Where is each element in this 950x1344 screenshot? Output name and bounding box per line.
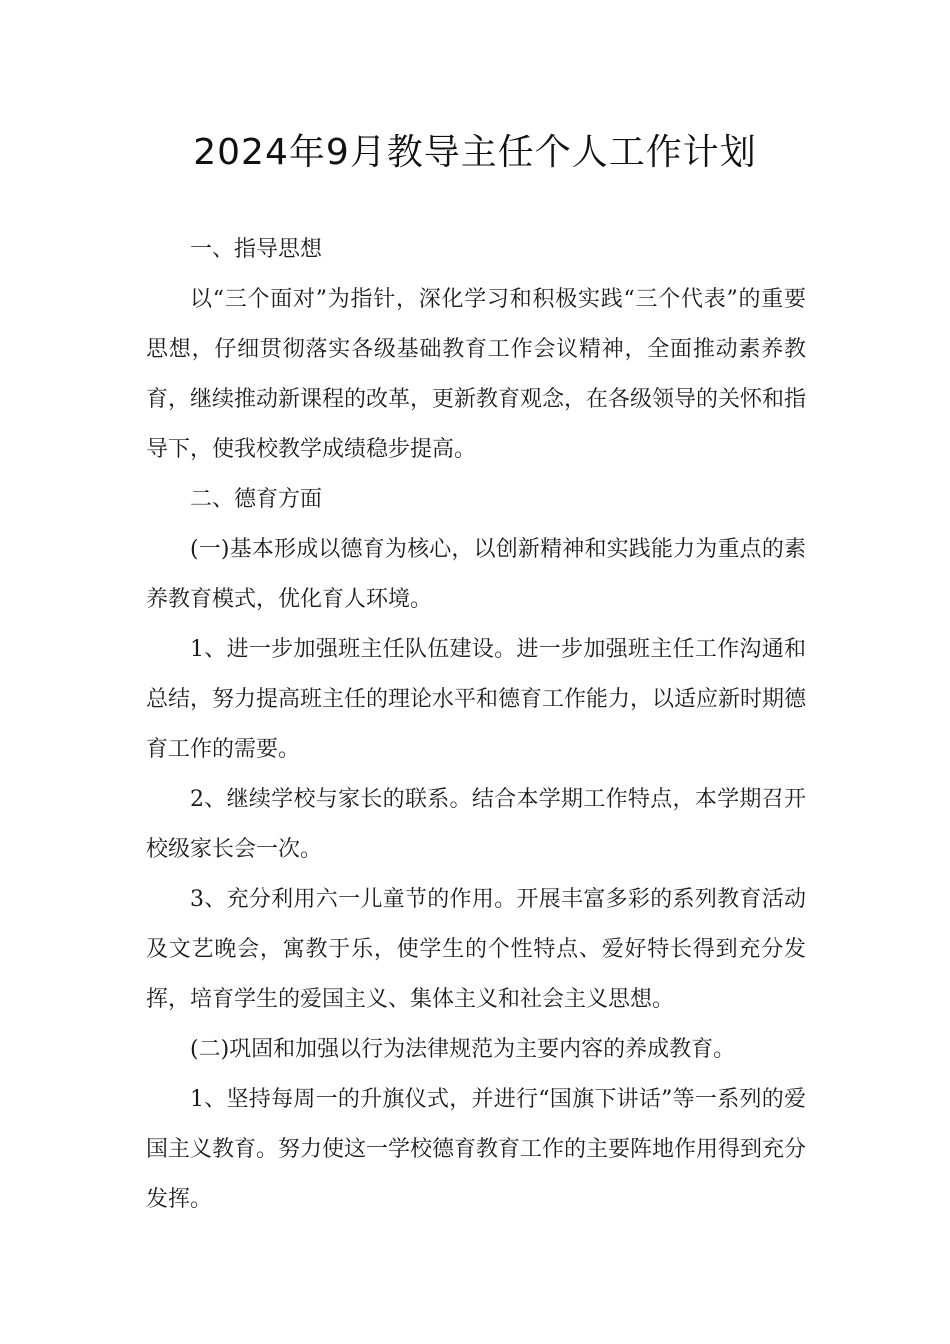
list-item-childrens-day: 3、充分利用六一儿童节的作用。开展丰富多彩的系列教育活动及文艺晚会，寓教于乐，使学生的个性特点、爱好特长得到充分发挥，培育学生的爱国主义、集体主义和社会主义思想。	[146, 887, 806, 1012]
document-body	[146, 225, 806, 1225]
section-heading-guiding-ideology: 一、指导思想	[190, 237, 323, 262]
list-item-class-teacher: 1、进一步加强班主任队伍建设。进一步加强班主任工作沟通和总结，努力提高班主任的理论水平和德育工作能力，以适应新时期德育工作的需要。	[146, 637, 807, 762]
document-title: 2024年9月教导主任个人工作计划	[193, 132, 757, 173]
subsection-heading-2: (二)巩固和加强以行为法律规范为主要内容的养成教育。	[190, 1037, 736, 1062]
subsection-heading-1: (一)基本形成以德育为核心，以创新精神和实践能力为重点的素养教育模式，优化育人环境。	[146, 537, 806, 612]
section-heading-moral-education: 二、德育方面	[190, 487, 323, 512]
list-item-flag-ceremony: 1、坚持每周一的升旗仪式，并进行“国旗下讲话”等一系列的爱国主义教育。努力使这一学校德育教育工作的主要阵地作用得到充分发挥。	[146, 1087, 807, 1212]
paragraph-guiding-ideology: 以“三个面对”为指针，深化学习和积极实践“三个代表”的重要思想，仔细贯彻落实各级基础教育工作会议精神，全面推动素养教育，继续推动新课程的改革，更新教育观念，在各级领导的关怀和指导下，使我校教学成绩稳步提高。	[146, 287, 807, 462]
list-item-parents: 2、继续学校与家长的联系。结合本学期工作特点，本学期召开校级家长会一次。	[146, 787, 806, 862]
